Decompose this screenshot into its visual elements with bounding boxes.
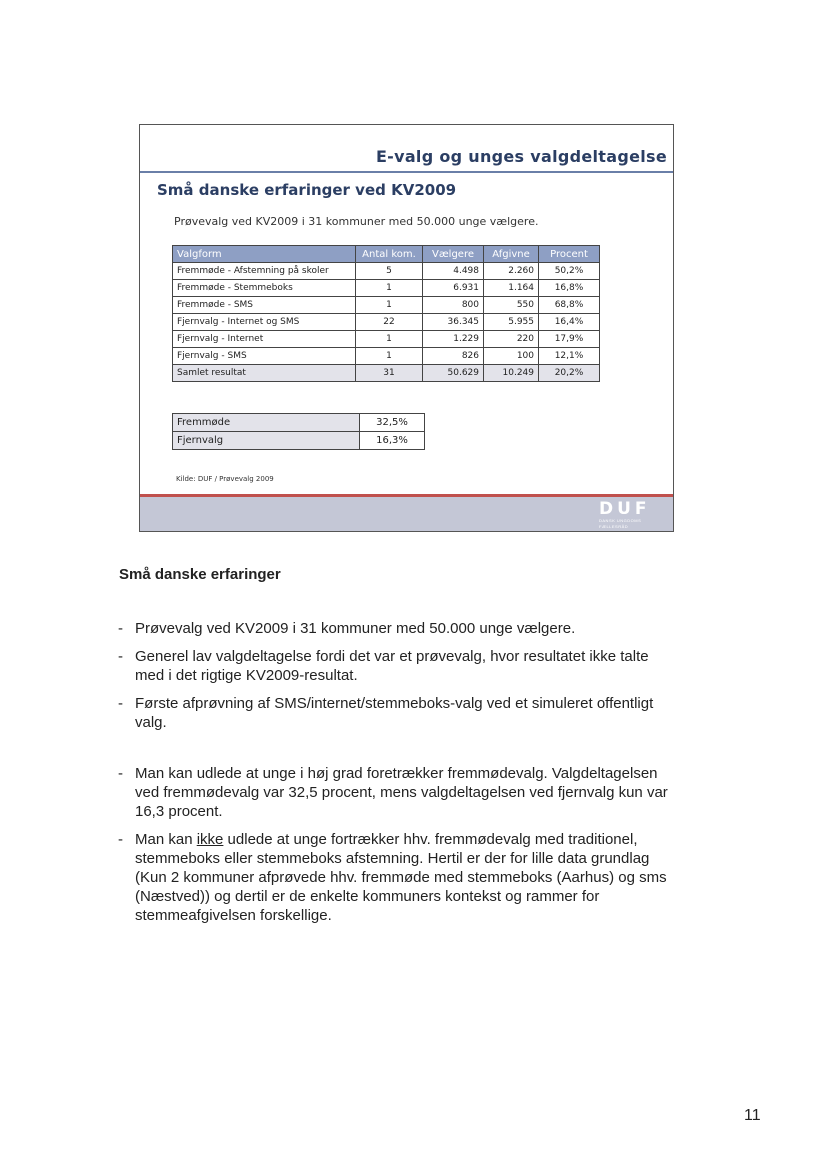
table-cell: Fremmøde - SMS: [173, 297, 356, 314]
column-header: Afgivne: [484, 246, 539, 263]
table-cell: 32,5%: [360, 414, 425, 432]
list-item-text: Generel lav valgdeltagelse fordi det var et prøvevalg, hvor resultatet ikke talte med i det rigtige KV2009-resultat.: [135, 648, 649, 684]
table-cell: Fremmøde: [173, 414, 360, 432]
list-item: [118, 619, 674, 638]
list-item-text: Første afprøvning af SMS/internet/stemmeboks-valg ved et simuleret offentligt valg.: [135, 695, 654, 731]
table-cell: 22: [356, 314, 423, 331]
table-cell: 800: [423, 297, 484, 314]
table-cell: 16,8%: [539, 280, 600, 297]
table-cell: 2.260: [484, 263, 539, 280]
table-cell: 100: [484, 348, 539, 365]
table-cell: 220: [484, 331, 539, 348]
column-header: Vælgere: [423, 246, 484, 263]
section-heading: Små danske erfaringer: [119, 566, 281, 583]
table-cell: 17,9%: [539, 331, 600, 348]
list-item-text: Man kan udlede at unge i høj grad foretrækker fremmødevalg. Valgdeltagelsen ved fremmødevalg var 32,5 procent, mens valgdeltagelsen ved fjernvalg kun var 16,3 procent.: [135, 765, 668, 820]
bullet-list: [118, 764, 674, 934]
table-cell: 16,4%: [539, 314, 600, 331]
table-cell: 12,1%: [539, 348, 600, 365]
bullet-dash: -: [118, 831, 123, 848]
table-cell: 16,3%: [360, 432, 425, 450]
slide-header: [140, 145, 673, 173]
table-cell: 1.164: [484, 280, 539, 297]
list-item-text-post: udlede at unge fortrækker hhv. fremmødevalg med traditionel, stemmeboks eller stemmeboks afstemning. Hertil er der for lille data grundlag (Kun 2 kommuner afprøvede hhv. fremmøde med stemmeboks (Aarhus) og sms (Næstved)) og dertil er de enkelte kommuners kontekst og rammer for stemmeafgivelsen forskellige.: [135, 831, 667, 924]
list-item-text-pre: Man kan: [135, 831, 197, 848]
table-row: [173, 348, 600, 365]
table-header-row: [173, 246, 600, 263]
slide-subtitle: Små danske erfaringer ved KV2009: [157, 181, 457, 199]
table-row: [173, 314, 600, 331]
table-cell: 36.345: [423, 314, 484, 331]
slide-source: Kilde: DUF / Prøvevalg 2009: [176, 475, 274, 483]
slide-title: E-valg og unges valgdeltagelse: [375, 147, 667, 166]
logo-tagline: DANSK UNGDOMS FÆLLESRÅD: [599, 518, 642, 529]
table-row: [173, 414, 425, 432]
bullet-dash: -: [118, 695, 123, 712]
table-cell: 1: [356, 280, 423, 297]
logo-text: DUF: [599, 499, 651, 519]
table-cell: 50,2%: [539, 263, 600, 280]
bullet-list: [118, 619, 674, 741]
list-item: [118, 694, 674, 732]
table-row: [173, 297, 600, 314]
table-row: [173, 331, 600, 348]
table-cell: Fremmøde - Afstemning på skoler: [173, 263, 356, 280]
table-cell: Fremmøde - Stemmeboks: [173, 280, 356, 297]
table-cell: 4.498: [423, 263, 484, 280]
table-cell: 5: [356, 263, 423, 280]
table-row: [173, 365, 600, 382]
bullet-dash: -: [118, 648, 123, 665]
results-table: [172, 245, 600, 382]
table-cell: Fjernvalg: [173, 432, 360, 450]
emphasis-text: ikke: [196, 831, 224, 848]
table-cell: 10.249: [484, 365, 539, 382]
table-cell: Samlet resultat: [173, 365, 356, 382]
column-header: Procent: [539, 246, 600, 263]
table-cell: 1.229: [423, 331, 484, 348]
list-item: [118, 830, 674, 925]
table-cell: 1: [356, 348, 423, 365]
bullet-dash: -: [118, 620, 123, 637]
table-cell: Fjernvalg - SMS: [173, 348, 356, 365]
table-cell: 68,8%: [539, 297, 600, 314]
table-cell: 20,2%: [539, 365, 600, 382]
table-cell: 31: [356, 365, 423, 382]
column-header: Valgform: [173, 246, 356, 263]
table-cell: 6.931: [423, 280, 484, 297]
slide-footer: [140, 494, 673, 531]
bullet-dash: -: [118, 765, 123, 782]
table-row: [173, 432, 425, 450]
duf-logo: [599, 499, 657, 529]
table-cell: 1: [356, 297, 423, 314]
table-cell: 550: [484, 297, 539, 314]
list-item: [118, 647, 674, 685]
table-cell: 826: [423, 348, 484, 365]
table-cell: Fjernvalg - Internet: [173, 331, 356, 348]
table-row: [173, 280, 600, 297]
table-cell: 1: [356, 331, 423, 348]
column-header: Antal kom.: [356, 246, 423, 263]
table-cell: Fjernvalg - Internet og SMS: [173, 314, 356, 331]
summary-table: [172, 413, 425, 450]
slide-intro: Prøvevalg ved KV2009 i 31 kommuner med 50.000 unge vælgere.: [174, 215, 539, 228]
page-number: 11: [744, 1107, 761, 1124]
list-item-text: Prøvevalg ved KV2009 i 31 kommuner med 50.000 unge vælgere.: [135, 620, 576, 637]
table-cell: 5.955: [484, 314, 539, 331]
table-row: [173, 263, 600, 280]
presentation-slide: [139, 124, 674, 532]
list-item: [118, 764, 674, 821]
table-cell: 50.629: [423, 365, 484, 382]
